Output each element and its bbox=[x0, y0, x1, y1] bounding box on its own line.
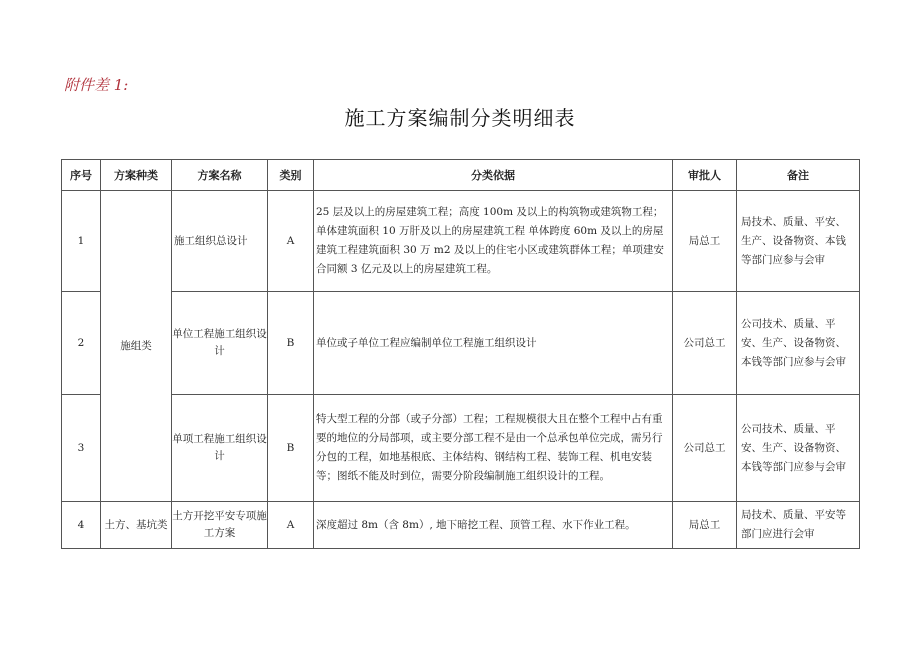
header-approver: 审批人 bbox=[673, 160, 737, 191]
cell-note: 局技术、质量、平安等部门应进行会审 bbox=[737, 502, 860, 549]
cell-no: 4 bbox=[62, 502, 101, 549]
cell-approver: 局总工 bbox=[673, 191, 737, 292]
cell-approver: 公司总工 bbox=[673, 292, 737, 395]
header-note: 备注 bbox=[737, 160, 860, 191]
cell-no: 3 bbox=[62, 395, 101, 502]
cell-name: 单位工程施工组织设计 bbox=[172, 292, 268, 395]
header-basis: 分类依据 bbox=[314, 160, 673, 191]
header-name: 方案名称 bbox=[172, 160, 268, 191]
cell-note: 局技术、质量、平安、生产、设备物资、本钱等部门应参与会审 bbox=[737, 191, 860, 292]
cell-note: 公司技术、质量、平安、生产、设备物资、本钱等部门应参与会审 bbox=[737, 395, 860, 502]
cell-approver: 局总工 bbox=[673, 502, 737, 549]
cell-name: 施工组织总设计 bbox=[172, 191, 268, 292]
cell-basis: 特大型工程的分部（或子分部）工程；工程规模很大且在整个工程中占有重要的地位的分局部项，或主要分部工程不是由一个总承包单位完成，需另行分包的工程，如地基根底、主体结构、钢结构工程、装饰工程、机电安装等；图纸不能及时到位，需要分阶段编制施工组织设计的工程。 bbox=[314, 395, 673, 502]
cell-category: A bbox=[268, 502, 314, 549]
table-row bbox=[62, 502, 860, 549]
cell-basis: 深度超过 8m（含 8m）, 地下暗挖工程、顶管工程、水下作业工程。 bbox=[314, 502, 673, 549]
cell-name: 单项工程施工组织设计 bbox=[172, 395, 268, 502]
cell-category: B bbox=[268, 395, 314, 502]
header-no: 序号 bbox=[62, 160, 101, 191]
cell-basis: 25 层及以上的房屋建筑工程；高度 100m 及以上的构筑物或建筑物工程；单体建筑面积 10 万肝及以上的房屋建筑工程 单体跨度 60m 及以上的房屋建筑工程建筑面积 30 万 m2 及以上的住宅小区或建筑群体工程；单项建安合同额 3 亿元及以上的房屋建筑工程。 bbox=[314, 191, 673, 292]
cell-name: 土方开挖平安专项施工方案 bbox=[172, 502, 268, 549]
cell-category: B bbox=[268, 292, 314, 395]
cell-category: A bbox=[268, 191, 314, 292]
header-kind: 方案种类 bbox=[101, 160, 172, 191]
table-row bbox=[62, 191, 860, 292]
cell-kind-group: 施组类 bbox=[101, 191, 172, 502]
table-row bbox=[62, 395, 860, 502]
header-category: 类别 bbox=[268, 160, 314, 191]
cell-no: 1 bbox=[62, 191, 101, 292]
cell-approver: 公司总工 bbox=[673, 395, 737, 502]
cell-basis: 单位或子单位工程应编制单位工程施工组织设计 bbox=[314, 292, 673, 395]
cell-kind: 土方、基坑类 bbox=[101, 502, 172, 549]
table-header-row bbox=[62, 160, 860, 191]
table-row bbox=[62, 292, 860, 395]
classification-table bbox=[61, 159, 860, 549]
cell-no: 2 bbox=[62, 292, 101, 395]
attachment-label: 附件差 1: bbox=[64, 76, 129, 94]
cell-note: 公司技术、质量、平安、生产、设备物资、本钱等部门应参与会审 bbox=[737, 292, 860, 395]
page-title: 施工方案编制分类明细表 bbox=[344, 106, 576, 130]
